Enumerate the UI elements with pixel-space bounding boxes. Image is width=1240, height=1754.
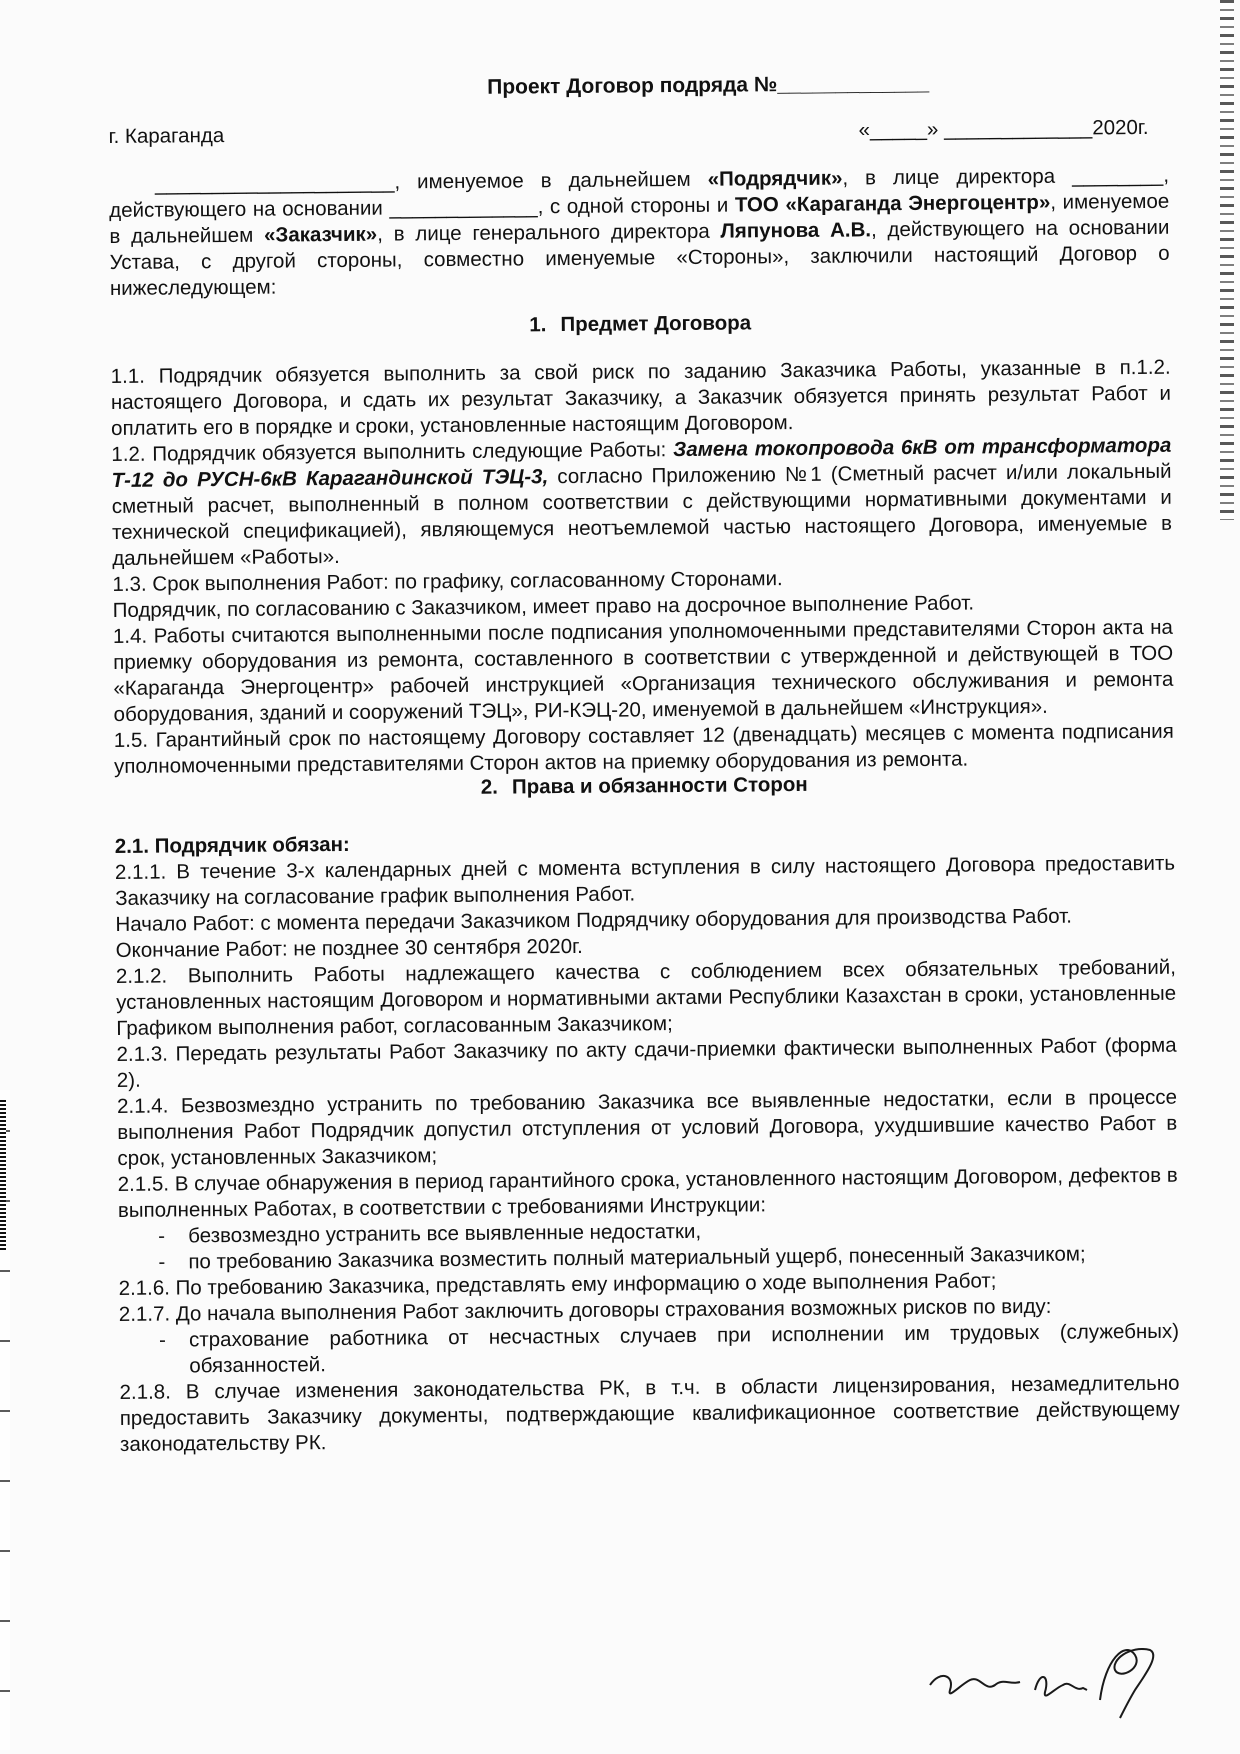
clause-1-2-rest: согласно Приложению №1 (Сметный расчет и/или локальный сметный расчет, выполненный в полном соответствии с действующими нормативными документами и технической спецификацией), являющемуся неотъемлемой частью настоящего Договора, именуемые в дальнейшем «Работы». xyxy=(111,459,1173,570)
preamble-text-2: , в лице директора ________, действующего на основании _____________, с одной стороны и xyxy=(109,163,1170,222)
section-2-number: 2. xyxy=(480,775,498,799)
work-start: Начало Работ: с момента передачи Заказчиком Подрядчику оборудования для производства Работ. xyxy=(115,904,1073,936)
work-description: Замена токопровода 6кВ от трансформатора Т-12 до РУСН-6кВ Карагандинской ТЭЦ-3, xyxy=(111,433,1172,492)
document-title: Проект Договор подряда №_____________ xyxy=(487,71,930,99)
customer-name: ТОО «Караганда Энергоцентр» xyxy=(734,190,1051,217)
list-item-text: безвозмездно устранить все выявленные недостатки, xyxy=(188,1219,702,1248)
clause-2-1-4: 2.1.4. Безвозмездно устранить по требованию Заказчика все выявленные недостатки, если в процессе выполнения Работ Подрядчик допустил отступления от условий Договора, ухудшившие качество Работ в срок, установленных Заказчиком; xyxy=(116,1085,1178,1170)
clause-1-5: 1.5. Гарантийный срок по настоящему Договору составляет 12 (двенадцать) месяцев с момента подписания уполномоченными представителями Сторон актов на приемку оборудования из ремонта. xyxy=(113,719,1174,778)
clause-1-2-intro: 1.2. Подрядчик обязуется выполнить следующие Работы: xyxy=(111,438,674,466)
contractor-term: «Подрядчик» xyxy=(707,166,843,191)
list-item xyxy=(119,1319,1179,1380)
clause-2-1-3: 2.1.3. Передать результаты Работ Заказчику по акту сдачи-приемки фактически выполненных Работ (форма 2). xyxy=(116,1033,1177,1092)
dash-mark: - xyxy=(158,1250,166,1274)
clause-2-1-7: 2.1.7. До начала выполнения Работ заключить договоры страхования возможных рисков по виду: xyxy=(118,1294,1052,1326)
contract-date: «_____» _____________2020г. xyxy=(858,115,1149,142)
city-date-row xyxy=(108,115,1168,150)
section-1-heading xyxy=(110,307,1170,342)
preamble-text-1: _____________________, именуемое в дальнейшем xyxy=(154,167,708,196)
clause-2-1-8: 2.1.8. В случае изменения законодательства РК, в т.ч. в области лицензирования, незамедлительно предоставить Заказчику документы, подтверждающие квалификационное соответствие действующему законодательству РК. xyxy=(119,1371,1180,1456)
preamble xyxy=(109,163,1170,302)
section-1-title: Предмет Договора xyxy=(560,311,752,337)
section-2-title: Права и обязанности Сторон xyxy=(511,772,808,799)
scan-edge-marks xyxy=(1220,0,1234,520)
clause-2-1-1: 2.1.1. В течение 3-х календарных дней с момента вступления в силу настоящего Договора предоставить Заказчику на согласование график выполнения Работ. xyxy=(114,851,1176,910)
handwritten-signature xyxy=(925,1630,1165,1720)
preamble-text-3: , именуемое в дальнейшем xyxy=(109,189,1170,248)
dash-mark: - xyxy=(158,1224,166,1248)
clause-1-4: 1.4. Работы считаются выполненными после подписания уполномоченными представителями Сторон акта на приемку оборудования из ремонта, составленного в соответствии с утвержденной и действующей в ТОО «Караганда Энергоцентр» рабочей инструкцией «Организация технического обслуживания и ремонта оборудования, зданий и сооружений ТЭЦ», РИ-КЭЦ-20, именуемой в дальнейшем «Инструкция». xyxy=(112,615,1174,726)
clause-1-3: 1.3. Срок выполнения Работ: по графику, согласованному Сторонами. xyxy=(112,567,783,596)
director-name: Ляпунова А.В. xyxy=(720,218,872,243)
list-item-text: по требованию Заказчика возместить полный материальный ущерб, понесенный Заказчиком; xyxy=(188,1242,1086,1274)
work-end: Окончание Работ: не позднее 30 сентября 2020г. xyxy=(115,934,583,962)
preamble-text-4: , в лице генерального директора xyxy=(377,219,721,246)
subsection-2-1: 2.1. Подрядчик обязан: xyxy=(114,832,350,858)
clause-2-1-6: 2.1.6. По требованию Заказчика, представлять ему информацию о ходе выполнения Работ; xyxy=(118,1269,997,1300)
customer-term: «Заказчик» xyxy=(263,222,378,247)
clause-2-1-2: 2.1.2. Выполнить Работы надлежащего качества с соблюдением всех обязательных требований, установленных настоящим Договором и нормативными актами Республики Казахстан в сроки, установленные Графиком выполнения работ, согласованным Заказчиком; xyxy=(115,955,1177,1040)
city: г. Караганда xyxy=(108,123,225,148)
clause-1-1: 1.1. Подрядчик обязуется выполнить за свой риск по заданию Заказчика Работы, указанные в п.1.2. настоящего Договора, и сдать их результат Заказчику, а Заказчик обязуется принять результат Работ и оплатить его в порядке и сроки, установленные настоящим Договором. xyxy=(110,355,1171,440)
section-1-number: 1. xyxy=(529,313,547,337)
clause-1-2 xyxy=(111,433,1172,572)
contract-document xyxy=(108,61,1180,1458)
scan-edge-dark-marks xyxy=(0,1100,6,1250)
list-item-text: страхование работника от несчастных случаев при исполнении им трудовых (служебных) обязанностей. xyxy=(188,1319,1180,1378)
preamble-text-5: , действующего на основании Устава, с другой стороны, совместно именуемые «Стороны», заключили настоящий Договор о нижеследующем: xyxy=(109,215,1170,300)
dash-mark: - xyxy=(158,1328,167,1352)
clause-2-1-5: 2.1.5. В случае обнаружения в период гарантийного срока, установленного настоящим Договором, дефектов в выполненных Работах, в соответствии с требованиями Инструкции: xyxy=(117,1163,1178,1222)
clause-1-3-extra: Подрядчик, по согласованию с Заказчиком, имеет право на досрочное выполнение Работ. xyxy=(112,591,975,622)
